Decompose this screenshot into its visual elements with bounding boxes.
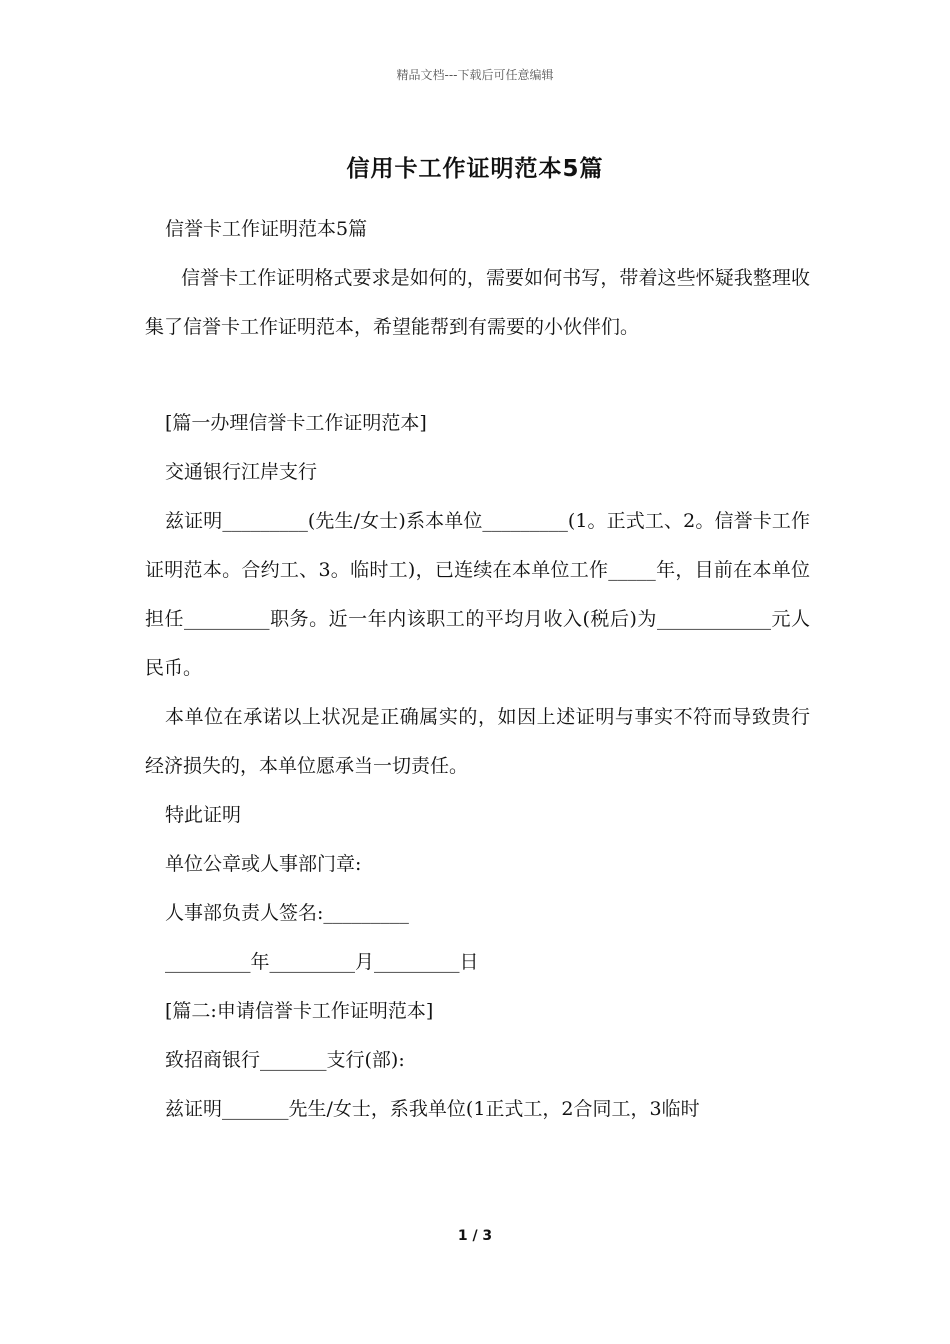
certification-paragraph-2: 兹证明_______先生/女士，系我单位(1正式工，2合同工，3临时 [165,1098,700,1120]
document-title: 信用卡工作证明范本5篇 [346,156,604,182]
spacer [145,352,810,399]
section-heading-1: [篇一办理信誉卡工作证明范本] [165,412,427,434]
page-number: 1 / 3 [457,1228,493,1244]
section-heading-2: [篇二:申请信誉卡工作证明范本] [165,1000,434,1022]
page-header: 精品文档---下载后可任意编辑 [396,68,554,82]
intro-paragraph: 信誉卡工作证明格式要求是如何的，需要如何书写，带着这些怀疑我整理收集了信誉卡工作证明范本，希望能帮到有需要的小伙伴们。 [145,267,810,338]
seal-line: 单位公章或人事部门章: [165,853,362,875]
addressee-line: 致招商银行_______支行(部): [165,1049,405,1071]
hereby-certify: 特此证明 [165,804,242,826]
date-line: _________年_________月_________日 [165,951,479,973]
signature-line: 人事部负责人签名:_________ [165,902,409,924]
bank-name: 交通银行江岸支行 [165,461,318,483]
subtitle-paragraph: 信誉卡工作证明范本5篇 [165,218,368,240]
commitment-paragraph: 本单位在承诺以上状况是正确属实的，如因上述证明与事实不符而导致贵行经济损失的，本单位愿承当一切责任。 [145,706,810,777]
certification-paragraph: 兹证明_________(先生/女士)系本单位_________(1。正式工、2。信誉卡工作证明范本。合约工、3。临时工)，已连续在本单位工作_____年，目前在本单位担任_________职务。近一年内该职工的平均月收入(税后)为____________元人民币。 [145,510,810,679]
document-body [145,205,810,1134]
